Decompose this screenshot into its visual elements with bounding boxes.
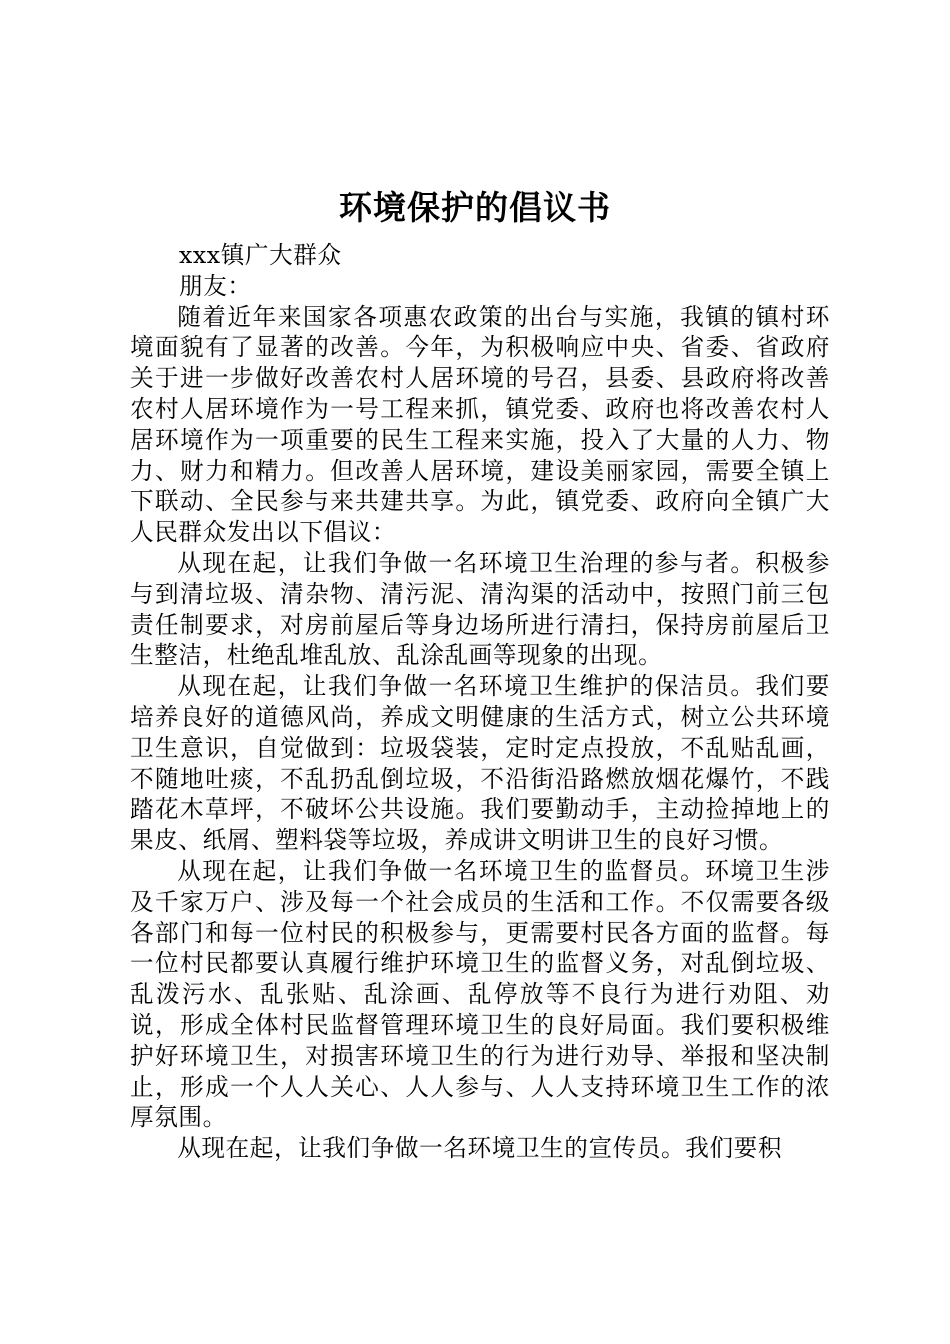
paragraph-promoter: 从现在起，让我们争做一名环境卫生的宣传员。我们要积 (177, 1134, 783, 1163)
paragraph-participant: 从现在起，让我们争做一名环境卫生治理的参与者。积极参与到清垃圾、清杂物、清污泥、清沟渠的活动中，按照门前三包责任制要求，对房前屋后等身边场所进行清扫，保持房前屋后卫生整洁，杜绝乱堆乱放、乱涂乱画等现象的出现。 (130, 548, 830, 670)
paragraph-cleaner: 从现在起，让我们争做一名环境卫生维护的保洁员。我们要培养良好的道德风尚，养成文明健康的生活方式，树立公共环境卫生意识，自觉做到：垃圾袋装，定时定点投放，不乱贴乱画，不随地吐痰，不乱扔乱倒垃圾，不沿街沿路燃放烟花爆竹，不践踏花木草坪，不破坏公共设施。我们要勤动手，主动捡掉地上的果皮、纸屑、塑料袋等垃圾，养成讲文明讲卫生的良好习惯。 (130, 672, 830, 855)
document-body (130, 240, 830, 1164)
paragraph-supervisor: 从现在起，让我们争做一名环境卫生的监督员。环境卫生涉及千家万户、涉及每一个社会成员的生活和工作。不仅需要各级各部门和每一位村民的积极参与，更需要村民各方面的监督。每一位村民都要认真履行维护环境卫生的监督义务，对乱倒垃圾、乱泼污水、乱张贴、乱涂画、乱停放等不良行为进行劝阻、劝说，形成全体村民监督管理环境卫生的良好局面。我们要积极维护好环境卫生，对损害环境卫生的行为进行劝导、举报和坚决制止，形成一个人人关心、人人参与、人人支持环境卫生工作的浓厚氛围。 (130, 856, 830, 1132)
salutation-line-2: 朋友： (179, 271, 252, 300)
document-title: 环境保护的倡议书 (339, 188, 611, 227)
salutation-line-1: xxx镇广大群众 (179, 241, 342, 269)
paragraph-intro: 随着近年来国家各项惠农政策的出台与实施，我镇的镇村环境面貌有了显著的改善。今年，为积极响应中央、省委、省政府关于进一步做好改善农村人居环境的号召，县委、县政府将改善农村人居环境作为一号工程来抓，镇党委、政府也将改善农村人居环境作为一项重要的民生工程来实施，投入了大量的人力、物力、财力和精力。但改善人居环境，建设美丽家园，需要全镇上下联动、全民参与来共建共享。为此，镇党委、政府向全镇广大人民群众发出以下倡议： (130, 302, 830, 547)
